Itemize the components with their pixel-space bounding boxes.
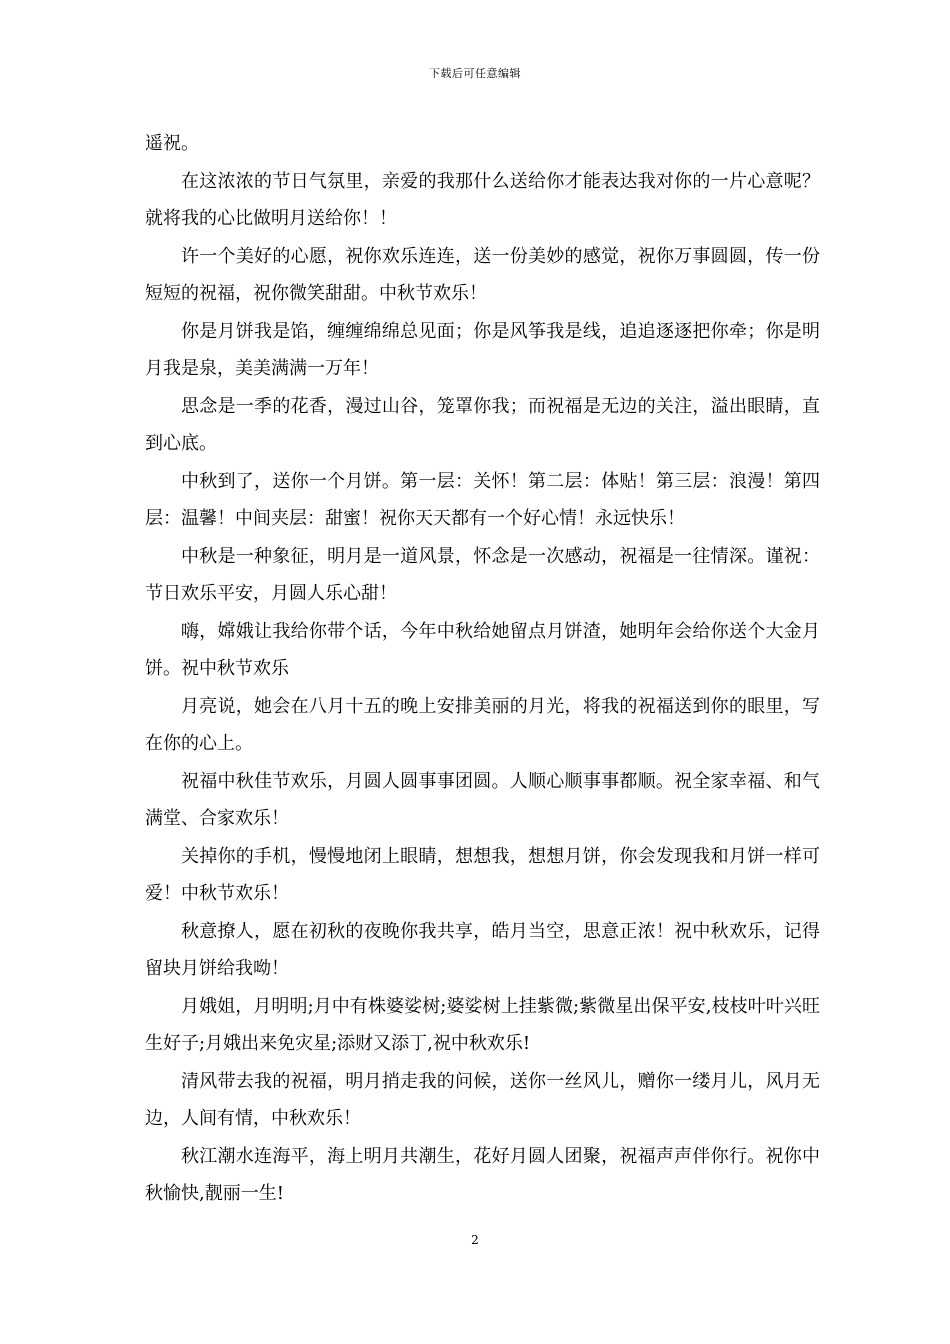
- paragraph: 中秋是一种象征，明月是一道风景，怀念是一次感动，祝福是一往情深。谨祝：节日欢乐平安，月圆人乐心甜！: [145, 545, 820, 604]
- page-number: 2: [471, 1233, 479, 1247]
- paragraph: 嗨，嫦娥让我给你带个话，今年中秋给她留点月饼渣，她明年会给你送个大金月饼。祝中秋节欢乐: [145, 620, 820, 679]
- paragraph: 秋意撩人，愿在初秋的夜晚你我共享，皓月当空，思意正浓！祝中秋欢乐，记得留块月饼给我呦！: [145, 920, 820, 979]
- paragraph: 许一个美好的心愿，祝你欢乐连连，送一份美妙的感觉，祝你万事圆圆，传一份短短的祝福，祝你微笑甜甜。中秋节欢乐！: [145, 245, 820, 304]
- paragraph: 思念是一季的花香，漫过山谷，笼罩你我；而祝福是无边的关注，溢出眼睛，直到心底。: [145, 395, 820, 454]
- paragraph: 月娥姐，月明明;月中有株婆娑树;婆娑树上挂紫微;紫微星出保平安,枝枝叶叶兴旺生好子;月娥出来免灾星;添财又添丁,祝中秋欢乐!: [145, 995, 820, 1054]
- paragraph: 中秋到了，送你一个月饼。第一层：关怀！第二层：体贴！第三层：浪漫！第四层：温馨！中间夹层：甜蜜！祝你天天都有一个好心情！永远快乐！: [145, 470, 820, 529]
- page-header: 下载后可任意编辑: [429, 67, 521, 80]
- paragraph: 祝福中秋佳节欢乐，月圆人圆事事团圆。人顺心顺事事都顺。祝全家幸福、和气满堂、合家欢乐！: [145, 770, 820, 829]
- paragraph: 你是月饼我是馅，缠缠绵绵总见面；你是风筝我是线，追追逐逐把你牵；你是明月我是泉，美美满满一万年！: [145, 320, 820, 379]
- paragraph: 月亮说，她会在八月十五的晚上安排美丽的月光，将我的祝福送到你的眼里，写在你的心上。: [145, 695, 820, 754]
- paragraph: 清风带去我的祝福，明月捎走我的问候，送你一丝风儿，赠你一缕月儿，风月无边，人间有情，中秋欢乐！: [145, 1070, 820, 1129]
- document-body: [145, 125, 820, 1213]
- paragraph: 秋江潮水连海平，海上明月共潮生，花好月圆人团聚，祝福声声伴你行。祝你中秋愉快,靓丽一生!: [145, 1145, 820, 1204]
- paragraph: 在这浓浓的节日气氛里，亲爱的我那什么送给你才能表达我对你的一片心意呢？就将我的心比做明月送给你！！: [145, 170, 820, 229]
- paragraph: 关掉你的手机，慢慢地闭上眼睛，想想我，想想月饼，你会发现我和月饼一样可爱！中秋节欢乐！: [145, 845, 820, 904]
- paragraph: 遥祝。: [145, 133, 199, 154]
